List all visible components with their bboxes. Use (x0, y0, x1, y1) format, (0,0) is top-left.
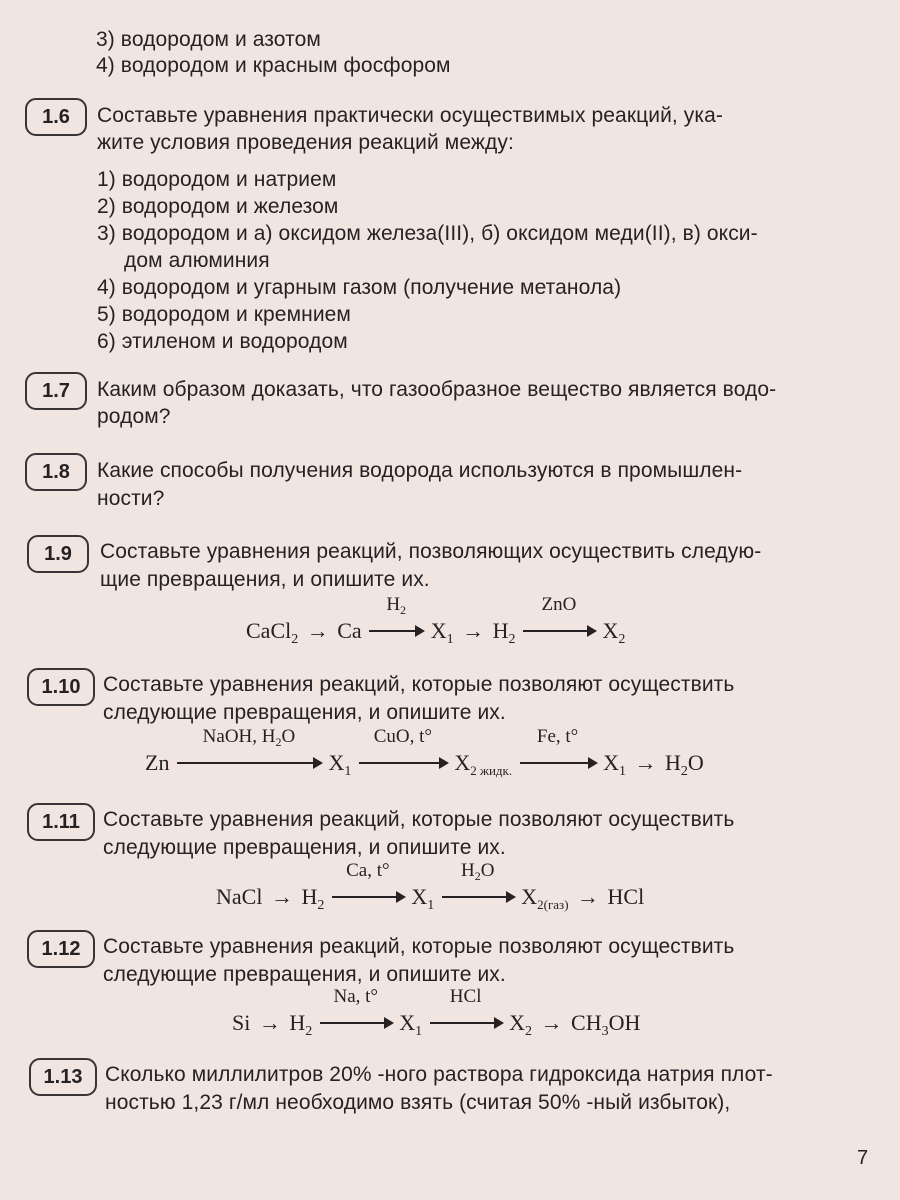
task-text: Составьте уравнения реакций, которые позволяют осуществить (103, 673, 735, 696)
reaction-condition: NaOH, $H_2O$ (202, 726, 296, 749)
formula: $X_1$ (430, 618, 454, 647)
formula: Si (232, 1010, 251, 1035)
reaction-condition: HCl (449, 986, 482, 1007)
task-number-badge: 1.7 (25, 372, 87, 410)
formula: $X_1$ (399, 1010, 423, 1039)
reaction-arrow (357, 726, 449, 776)
reaction-scheme (145, 726, 704, 779)
reaction-arrow (367, 594, 425, 644)
formula: CaCl$_2$ (246, 618, 299, 647)
list-item: дом алюминия (124, 249, 270, 272)
list-item: 2) водородом и железом (97, 195, 339, 218)
arrow: → (270, 884, 293, 909)
task-number-badge: 1.8 (25, 453, 87, 491)
task-text: родом? (97, 405, 171, 428)
task-text: Составьте уравнения реакций, которые позволяют осуществить (103, 935, 735, 958)
task-text: Сколько миллилитров 20% -ного раствора гидроксида натрия плот- (105, 1063, 773, 1086)
formula: Ca (337, 618, 362, 643)
formula: $X_{2 жидк.}$ (454, 750, 513, 778)
arrow: → (306, 618, 329, 643)
reaction-arrow (521, 594, 597, 644)
task-number-badge: 1.9 (27, 535, 89, 573)
task-text: ностью 1,23 г/мл необходимо взять (считая 50% -ный избыток), (105, 1091, 731, 1114)
list-item: 1) водородом и натрием (97, 168, 337, 191)
task-text: жите условия проведения реакций между: (97, 131, 514, 154)
task-number-badge: 1.11 (27, 803, 95, 841)
task-number-badge: 1.6 (25, 98, 87, 136)
list-item: 5) водородом и кремнием (97, 303, 351, 326)
list-item: 3) водородом и а) оксидом железа(III), б) оксидом меди(II), в) окси- (97, 222, 758, 245)
arrow: → (634, 750, 657, 775)
reaction-arrow (518, 726, 598, 776)
formula: $H_2$ (301, 884, 325, 913)
reaction-condition: Fe, t° (536, 726, 579, 747)
reaction-scheme (216, 860, 645, 913)
reaction-arrow (440, 860, 516, 910)
formula: $X_{2(газ)}$ (521, 884, 569, 912)
reaction-arrow (175, 726, 323, 776)
formula: $X_1$ (328, 750, 352, 779)
formula: $H_2O$ (665, 750, 704, 779)
formula: NaCl (216, 884, 263, 909)
task-text: следующие превращения, и опишите их. (103, 836, 506, 859)
list-item: 6) этиленом и водородом (97, 330, 348, 353)
formula: $H_2$ (289, 1010, 313, 1039)
list-item: 4) водородом и красным фосфором (96, 54, 451, 77)
formula: $X_1$ (411, 884, 435, 913)
arrow: → (258, 1010, 281, 1035)
task-text: Составьте уравнения реакций, которые позволяют осуществить (103, 808, 735, 831)
task-text: щие превращения, и опишите их. (100, 568, 430, 591)
formula: $H_2$ (492, 618, 516, 647)
formula: HCl (607, 884, 645, 909)
arrow: → (462, 618, 485, 643)
reaction-arrow (330, 860, 406, 910)
task-number-badge: 1.10 (27, 668, 95, 706)
list-item: 4) водородом и угарным газом (получение метанола) (97, 276, 622, 299)
reaction-arrow (318, 986, 394, 1036)
reaction-scheme (232, 986, 641, 1039)
reaction-condition: Na, t° (333, 986, 379, 1007)
task-text: Составьте уравнения реакций, позволяющих осуществить следую- (100, 540, 762, 563)
reaction-condition: ZnO (541, 594, 577, 615)
arrow: → (540, 1010, 563, 1035)
page-number: 7 (857, 1147, 869, 1169)
list-item: 3) водородом и азотом (96, 28, 321, 51)
task-number-badge: 1.13 (29, 1058, 97, 1096)
reaction-condition: $H_2$ (386, 594, 407, 617)
task-text: ности? (97, 487, 165, 510)
task-text: следующие превращения, и опишите их. (103, 963, 506, 986)
reaction-arrow (428, 986, 504, 1036)
reaction-condition: CuO, t° (373, 726, 432, 747)
formula: Zn (145, 750, 170, 775)
formula: $CH_3OH$ (571, 1010, 641, 1039)
task-number-badge: 1.12 (27, 930, 95, 968)
task-text: Каким образом доказать, что газообразное вещество является водо- (97, 378, 777, 401)
reaction-scheme (246, 594, 626, 647)
formula: $X_2$ (602, 618, 626, 647)
task-text: Какие способы получения водорода используются в промышлен- (97, 459, 743, 482)
reaction-condition: $H_2O$ (461, 860, 495, 883)
formula: $X_1$ (603, 750, 626, 779)
reaction-condition: Ca, t° (346, 860, 390, 881)
task-text: Составьте уравнения практически осуществимых реакций, ука- (97, 104, 723, 127)
task-text: следующие превращения, и опишите их. (103, 701, 506, 724)
arrow: → (577, 884, 600, 909)
formula: $X_2$ (509, 1010, 533, 1039)
